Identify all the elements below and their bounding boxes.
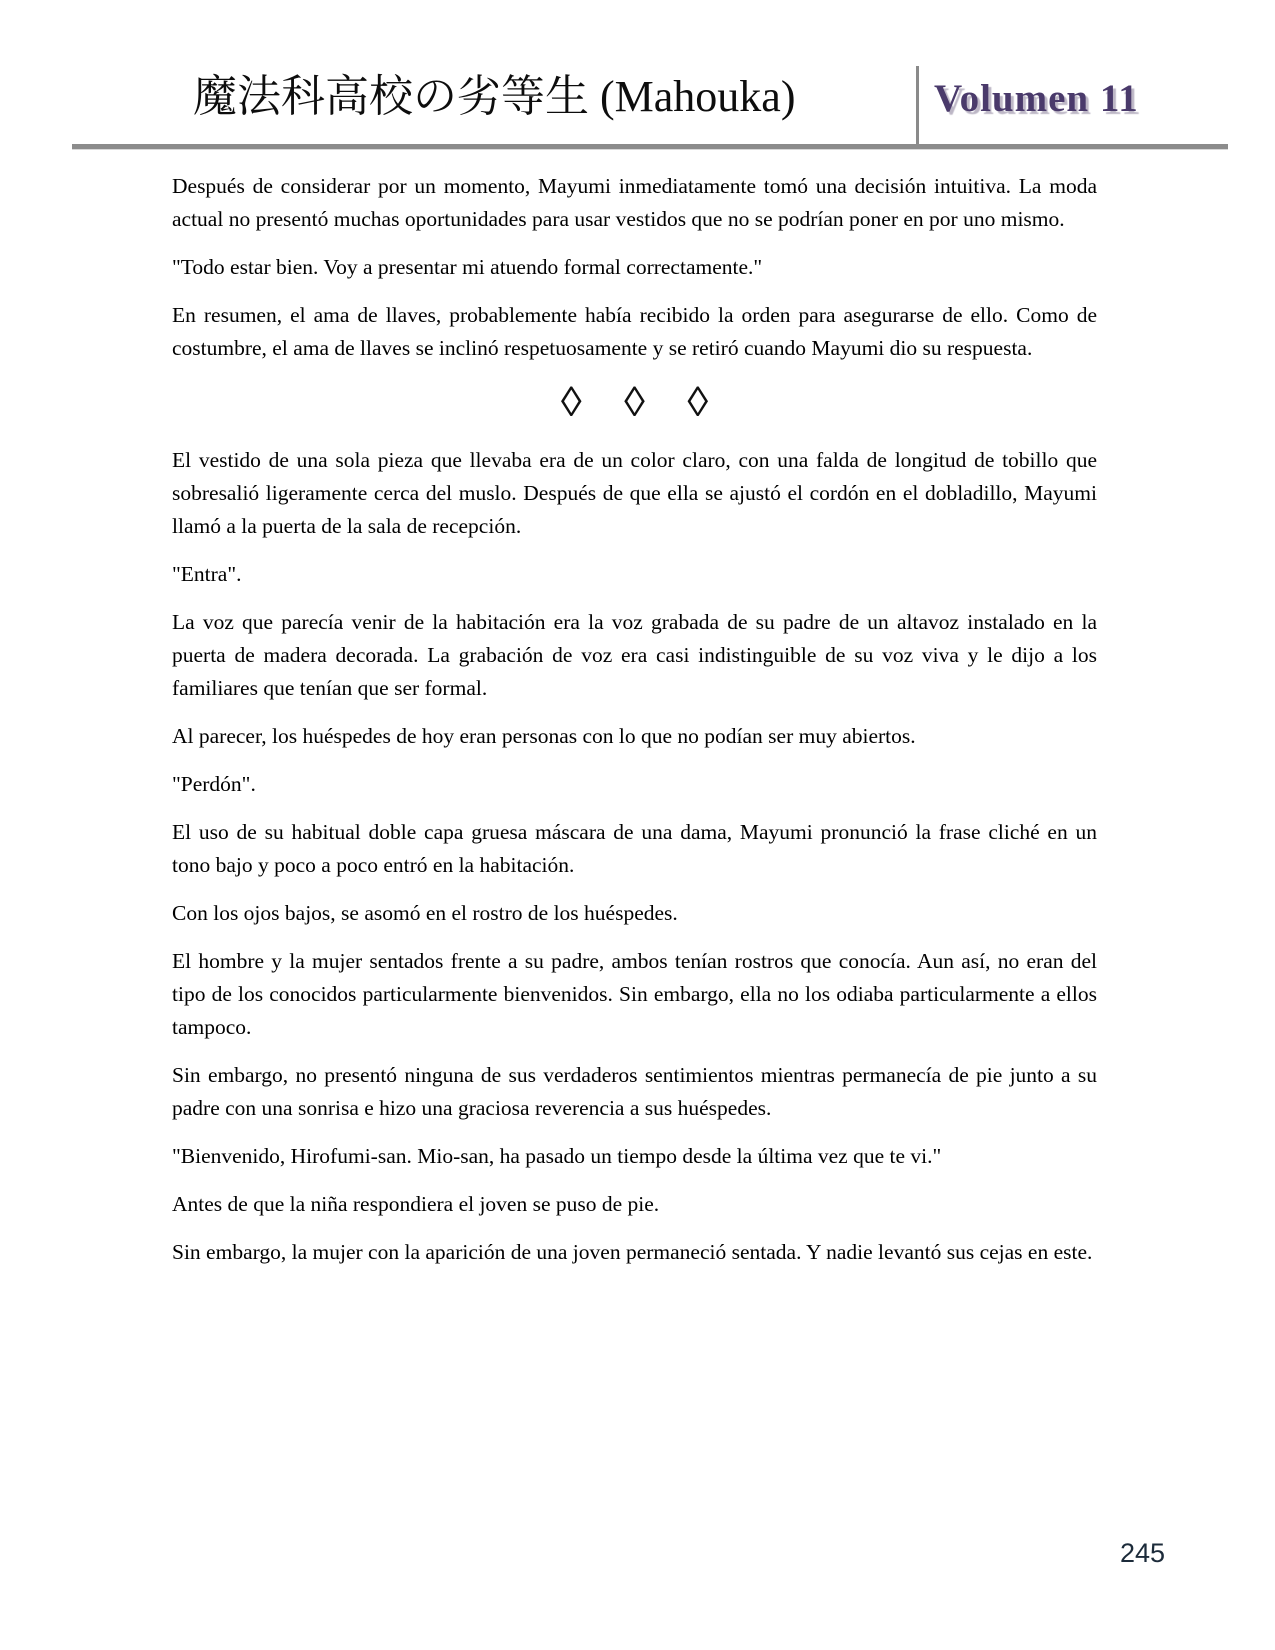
paragraph: En resumen, el ama de llaves, probablemente había recibido la orden para asegurarse de ello. Como de costumbre, el ama de llaves se inclinó respetuosamente y se retiró cuando Mayumi dio su respuesta.: [172, 303, 1097, 360]
paragraph: El uso de su habitual doble capa gruesa máscara de una dama, Mayumi pronunció la frase cliché en un tono bajo y poco a poco entró en la habitación.: [172, 820, 1097, 877]
paragraph: Con los ojos bajos, se asomó en el rostro de los huéspedes.: [172, 901, 678, 925]
volume-label: Volumen 11: [934, 77, 1139, 120]
paragraph: Antes de que la niña respondiera el joven se puso de pie.: [172, 1192, 660, 1216]
paragraph: El vestido de una sola pieza que llevaba era de un color claro, con una falda de longitud de tobillo que sobresalió ligeramente cerca del muslo. Después de que ella se ajustó el cordón en el dobladillo, Mayumi llamó a la puerta de la sala de recepción.: [172, 448, 1097, 538]
paragraph: El hombre y la mujer sentados frente a su padre, ambos tenían rostros que conocía. Aun así, no eran del tipo de los conocidos particularmente bienvenidos. Sin embargo, ella no los odiaba particularmente a ellos tampoco.: [172, 949, 1097, 1039]
paragraph-quote: "Bienvenido, Hirofumi-san. Mio-san, ha pasado un tiempo desde la última vez que te vi.": [172, 1144, 942, 1168]
paragraph: La voz que parecía venir de la habitación era la voz grabada de su padre de un altavoz instalado en la puerta de madera decorada. La grabación de voz era casi indistinguible de su voz viva y le dijo a los familiares que tenían que ser formal.: [172, 610, 1097, 700]
header-rule: [72, 144, 1228, 150]
paragraph: Sin embargo, la mujer con la aparición de una joven permaneció sentada. Y nadie levantó sus cejas en este.: [172, 1240, 1093, 1264]
page-number: 245: [1119, 1538, 1165, 1568]
paragraph: Al parecer, los huéspedes de hoy eran personas con lo que no podían ser muy abiertos.: [172, 724, 916, 748]
header-vertical-divider: [916, 66, 919, 146]
paragraph: Sin embargo, no presentó ninguna de sus verdaderos sentimientos mientras permanecía de pie junto a su padre con una sonrisa e hizo una graciosa reverencia a sus huéspedes.: [172, 1063, 1097, 1120]
paragraph: Después de considerar por un momento, Mayumi inmediatamente tomó una decisión intuitiva. La moda actual no presentó muchas oportunidades para usar vestidos que no se podrían poner en por uno mismo.: [172, 174, 1097, 231]
paragraph-quote: "Todo estar bien. Voy a presentar mi atuendo formal correctamente.": [172, 255, 763, 279]
section-separator-diamonds: ◊ ◊ ◊: [560, 380, 725, 426]
paragraph-quote: "Perdón".: [172, 772, 256, 796]
content: [172, 170, 1097, 1284]
document-title: 魔法科高校の劣等生 (Mahouka): [193, 72, 796, 121]
paragraph-quote: "Entra".: [172, 562, 242, 586]
